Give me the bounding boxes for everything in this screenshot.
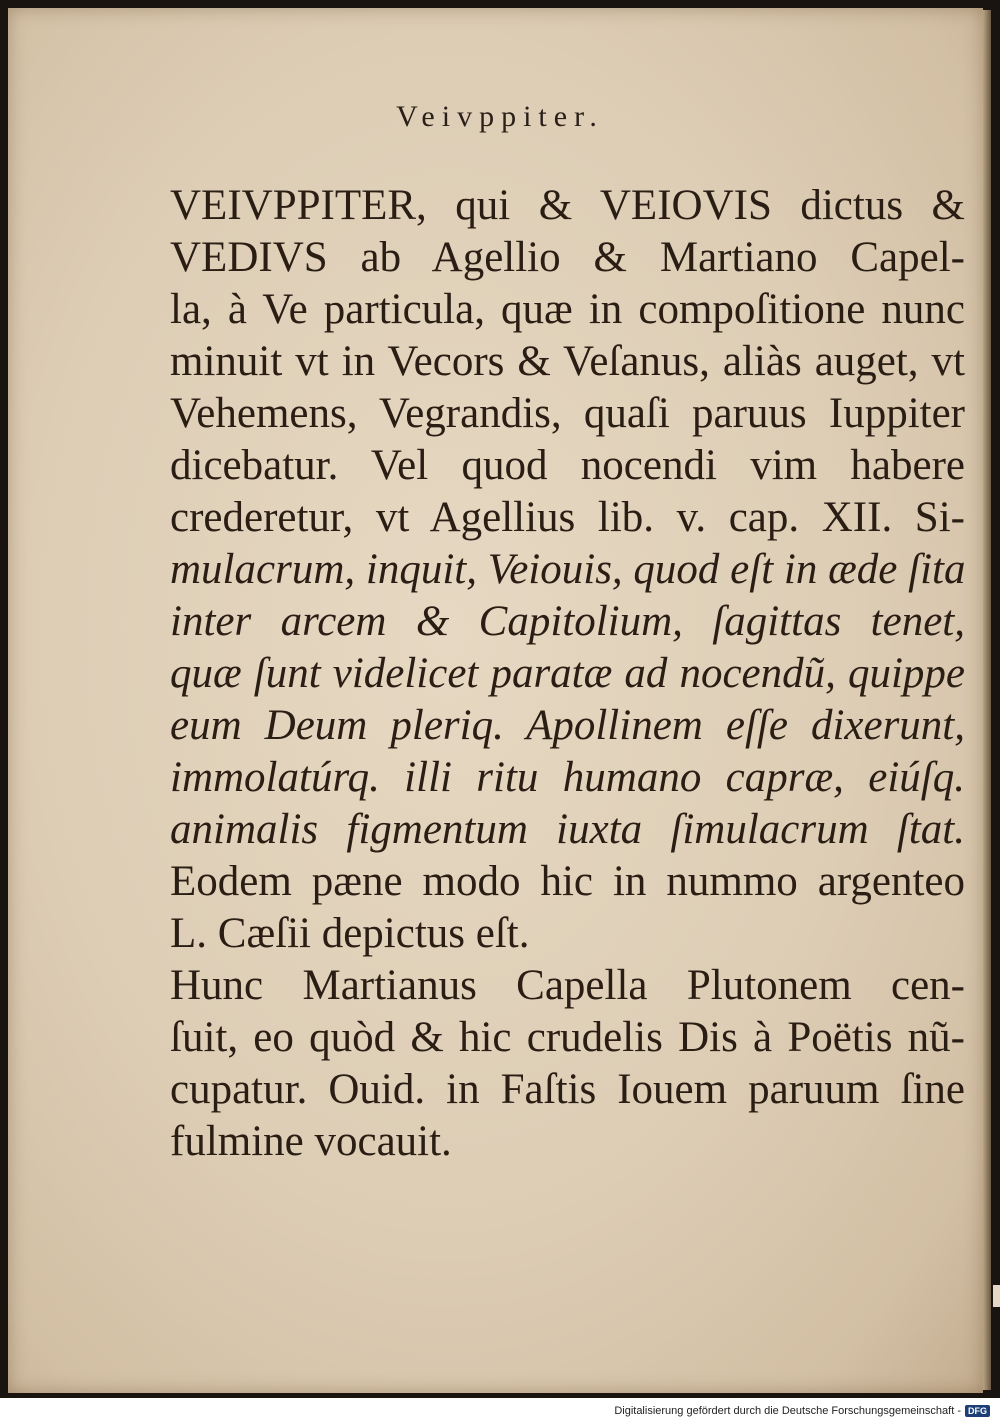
text-line: ſuit, eo quòd & hic crudelis Dis à Poëtis nũ- (170, 1014, 965, 1061)
text-line: inter arcem & Capitolium, ſagittas tenet, (170, 598, 965, 645)
text-line: minuit vt in Vecors & Veſanus, aliàs auget, vt (170, 338, 965, 385)
text-line: cupatur. Ouid. in Faſtis Iouem paruum ſine (170, 1066, 965, 1113)
edge-marker (993, 1285, 1000, 1307)
text-line: la, à Ve particula, quæ in compoſitione nunc (170, 286, 965, 333)
text-line: VEDIVS ab Agellio & Martiano Capel- (170, 234, 965, 281)
text-line: animalis figmentum iuxta ſimulacrum ſtat. (170, 806, 965, 853)
dfg-logo-icon: DFG (965, 1405, 990, 1417)
text-line: fulmine vocauit. (170, 1118, 452, 1165)
text-line: mulacrum, inquit, Veiouis, quod eſt in æde ſita (170, 546, 966, 593)
footer-credit-text: Digitalisierung gefördert durch die Deutsche Forschungsgemeinschaft - (614, 1405, 961, 1417)
text-line: L. Cæſii depictus eſt. (170, 910, 530, 957)
text-line: dicebatur. Vel quod nocendi vim habere (170, 442, 965, 489)
page-edge (983, 10, 991, 1390)
text-line: Hunc Martianus Capella Plutonem cen- (170, 962, 965, 1009)
running-head: Veivppiter. (396, 100, 604, 133)
text-line: VEIVPPITER, qui & VEIOVIS dictus & (170, 182, 965, 229)
text-line: immolatúrq. illi ritu humano capræ, eiúſq. (170, 754, 965, 801)
footer-credit (614, 1405, 990, 1417)
text-line: eum Deum pleriq. Apollinem eſſe dixerunt, (170, 702, 965, 749)
text-line: quæ ſunt videlicet paratæ ad nocendũ, quippe (170, 650, 965, 697)
text-line: Vehemens, Vegrandis, quaſi paruus Iuppiter (170, 390, 965, 437)
digitization-footer (0, 1398, 1000, 1425)
text-line: crederetur, vt Agellius lib. v. cap. XII. Si- (170, 494, 965, 541)
text-line: Eodem pæne modo hic in nummo argenteo (170, 858, 965, 905)
